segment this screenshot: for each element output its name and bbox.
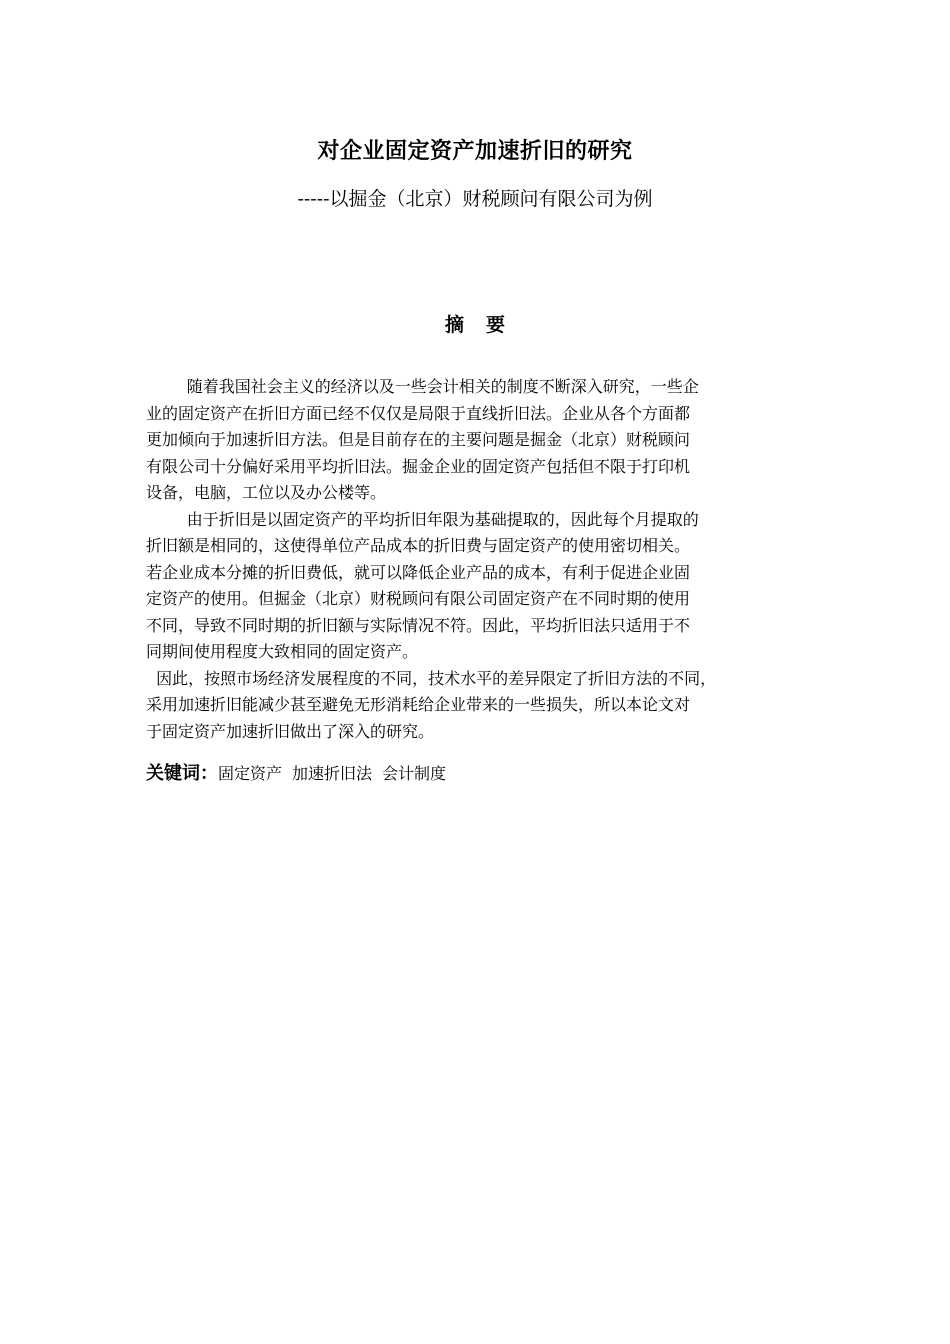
abstract-paragraph-1: 随着我国社会主义的经济以及一些会计相关的制度不断深入研究，一些企 业的固定资产在折旧方面已经不仅仅是局限于直线折旧法。企业从各个方面都 更加倾向于加速折旧方法。但是目前存在的主要问题是掘金（北京）财税顾问 有限公司十分偏好采用平均折旧法。掘金企业的固定资产包括但不限于打印机 设备，电脑，工位以及办公楼等。 [146, 377, 699, 502]
abstract-heading: 摘要 [444, 314, 527, 336]
abstract-body [146, 374, 806, 745]
keywords-label: 关键词： [146, 763, 218, 784]
keyword-item: 会计制度 [382, 764, 447, 783]
keyword-item: 固定资产 [218, 764, 283, 783]
paper-title: 对企业固定资产加速折旧的研究 [317, 138, 633, 164]
abstract-paragraph-3: 因此，按照市场经济发展程度的不同，技术水平的差异限定了折旧方法的不同， 采用加速折旧能减少甚至避免无形消耗给企业带来的一些损失，所以本论文对 于固定资产加速折旧做出了深入的研究。 [146, 668, 717, 741]
keywords-line [146, 761, 456, 787]
paper-subtitle: -----以掘金（北京）财税顾问有限公司为例 [297, 188, 653, 210]
keyword-item: 加速折旧法 [292, 764, 373, 783]
abstract-paragraph-2: 由于折旧是以固定资产的平均折旧年限为基础提取的，因此每个月提取的 折旧额是相同的，这使得单位产品成本的折旧费与固定资产的使用密切相关。 若企业成本分摊的折旧费低，就可以降低企业产品的成本，有利于促进企业固 定资产的使用。但掘金（北京）财税顾问有限公司固定资产在不同时期的使用 不同，导致不同时期的折旧额与实际情况不符。因此，平均折旧法只适用于不 同期间使用程度大致相同的固定资产。 [146, 509, 699, 661]
keywords-list [218, 764, 456, 783]
